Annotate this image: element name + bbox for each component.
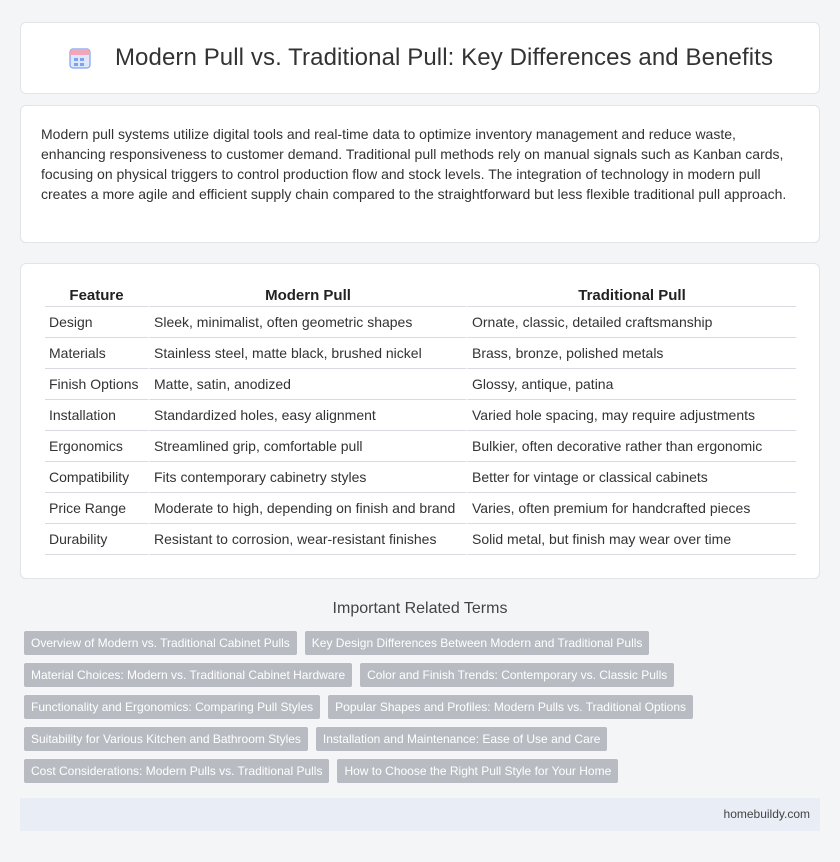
related-term-tag[interactable]: Material Choices: Modern vs. Traditional Cabinet Hardware <box>24 663 352 687</box>
cell-modern-pull: Standardized holes, easy alignment <box>148 400 466 431</box>
related-term-tag[interactable]: Popular Shapes and Profiles: Modern Pulls vs. Traditional Options <box>328 695 693 719</box>
table-row <box>45 400 796 431</box>
cell-modern-pull: Matte, satin, anodized <box>148 369 466 400</box>
related-term-tag[interactable]: How to Choose the Right Pull Style for Your Home <box>337 759 618 783</box>
related-terms-title: Important Related Terms <box>332 600 508 617</box>
related-term-tag[interactable]: Functionality and Ergonomics: Comparing Pull Styles <box>24 695 320 719</box>
footer <box>20 798 820 831</box>
related-term-tag[interactable]: Color and Finish Trends: Contemporary vs. Classic Pulls <box>360 663 674 687</box>
header-modern-pull: Modern Pull <box>148 286 466 307</box>
cell-modern-pull: Sleek, minimalist, often geometric shapes <box>148 307 466 338</box>
calendar-icon <box>67 45 93 71</box>
cell-modern-pull: Fits contemporary cabinetry styles <box>148 462 466 493</box>
cell-feature: Price Range <box>45 493 148 524</box>
table-row <box>45 338 796 369</box>
cell-feature: Materials <box>45 338 148 369</box>
footer-site: homebuildy.com <box>723 807 810 821</box>
cell-feature: Compatibility <box>45 462 148 493</box>
comparison-table <box>45 286 796 555</box>
cell-traditional-pull: Solid metal, but finish may wear over time <box>466 524 796 555</box>
header-traditional-pull: Traditional Pull <box>466 286 796 307</box>
related-terms-list <box>24 631 824 791</box>
cell-traditional-pull: Varies, often premium for handcrafted pieces <box>466 493 796 524</box>
table-row <box>45 369 796 400</box>
table-header-row <box>45 286 796 307</box>
cell-modern-pull: Moderate to high, depending on finish and brand <box>148 493 466 524</box>
intro-paragraph: Modern pull systems utilize digital tools and real-time data to optimize inventory management and reduce waste, enhancing responsiveness to customer demand. Traditional pull methods rely on manual signals such as Kanban cards, focusing on physical triggers to control production flow and stock levels. The integration of technology in modern pull creates a more agile and efficient supply chain compared to the straightforward but less flexible traditional pull approach. <box>41 126 787 202</box>
cell-feature: Durability <box>45 524 148 555</box>
tag-row <box>24 663 824 687</box>
cell-traditional-pull: Varied hole spacing, may require adjustments <box>466 400 796 431</box>
page-title: Modern Pull vs. Traditional Pull: Key Differences and Benefits <box>114 44 774 71</box>
title-card <box>20 22 820 94</box>
related-term-tag[interactable]: Suitability for Various Kitchen and Bathroom Styles <box>24 727 308 751</box>
cell-feature: Installation <box>45 400 148 431</box>
tag-row <box>24 631 824 655</box>
cell-feature: Ergonomics <box>45 431 148 462</box>
cell-traditional-pull: Ornate, classic, detailed craftsmanship <box>466 307 796 338</box>
cell-traditional-pull: Brass, bronze, polished metals <box>466 338 796 369</box>
intro-card <box>20 105 820 243</box>
comparison-card <box>20 263 820 579</box>
related-term-tag[interactable]: Key Design Differences Between Modern and Traditional Pulls <box>305 631 650 655</box>
cell-modern-pull: Resistant to corrosion, wear-resistant finishes <box>148 524 466 555</box>
table-row <box>45 493 796 524</box>
table-row <box>45 307 796 338</box>
table-row <box>45 524 796 555</box>
cell-feature: Design <box>45 307 148 338</box>
cell-traditional-pull: Glossy, antique, patina <box>466 369 796 400</box>
cell-modern-pull: Stainless steel, matte black, brushed nickel <box>148 338 466 369</box>
table-row <box>45 431 796 462</box>
tag-row <box>24 727 824 751</box>
cell-modern-pull: Streamlined grip, comfortable pull <box>148 431 466 462</box>
tag-row <box>24 759 824 783</box>
header-feature: Feature <box>45 286 148 307</box>
cell-traditional-pull: Better for vintage or classical cabinets <box>466 462 796 493</box>
tag-row <box>24 695 824 719</box>
related-term-tag[interactable]: Overview of Modern vs. Traditional Cabinet Pulls <box>24 631 297 655</box>
cell-traditional-pull: Bulkier, often decorative rather than ergonomic <box>466 431 796 462</box>
cell-feature: Finish Options <box>45 369 148 400</box>
related-term-tag[interactable]: Installation and Maintenance: Ease of Use and Care <box>316 727 608 751</box>
related-term-tag[interactable]: Cost Considerations: Modern Pulls vs. Traditional Pulls <box>24 759 329 783</box>
table-row <box>45 462 796 493</box>
